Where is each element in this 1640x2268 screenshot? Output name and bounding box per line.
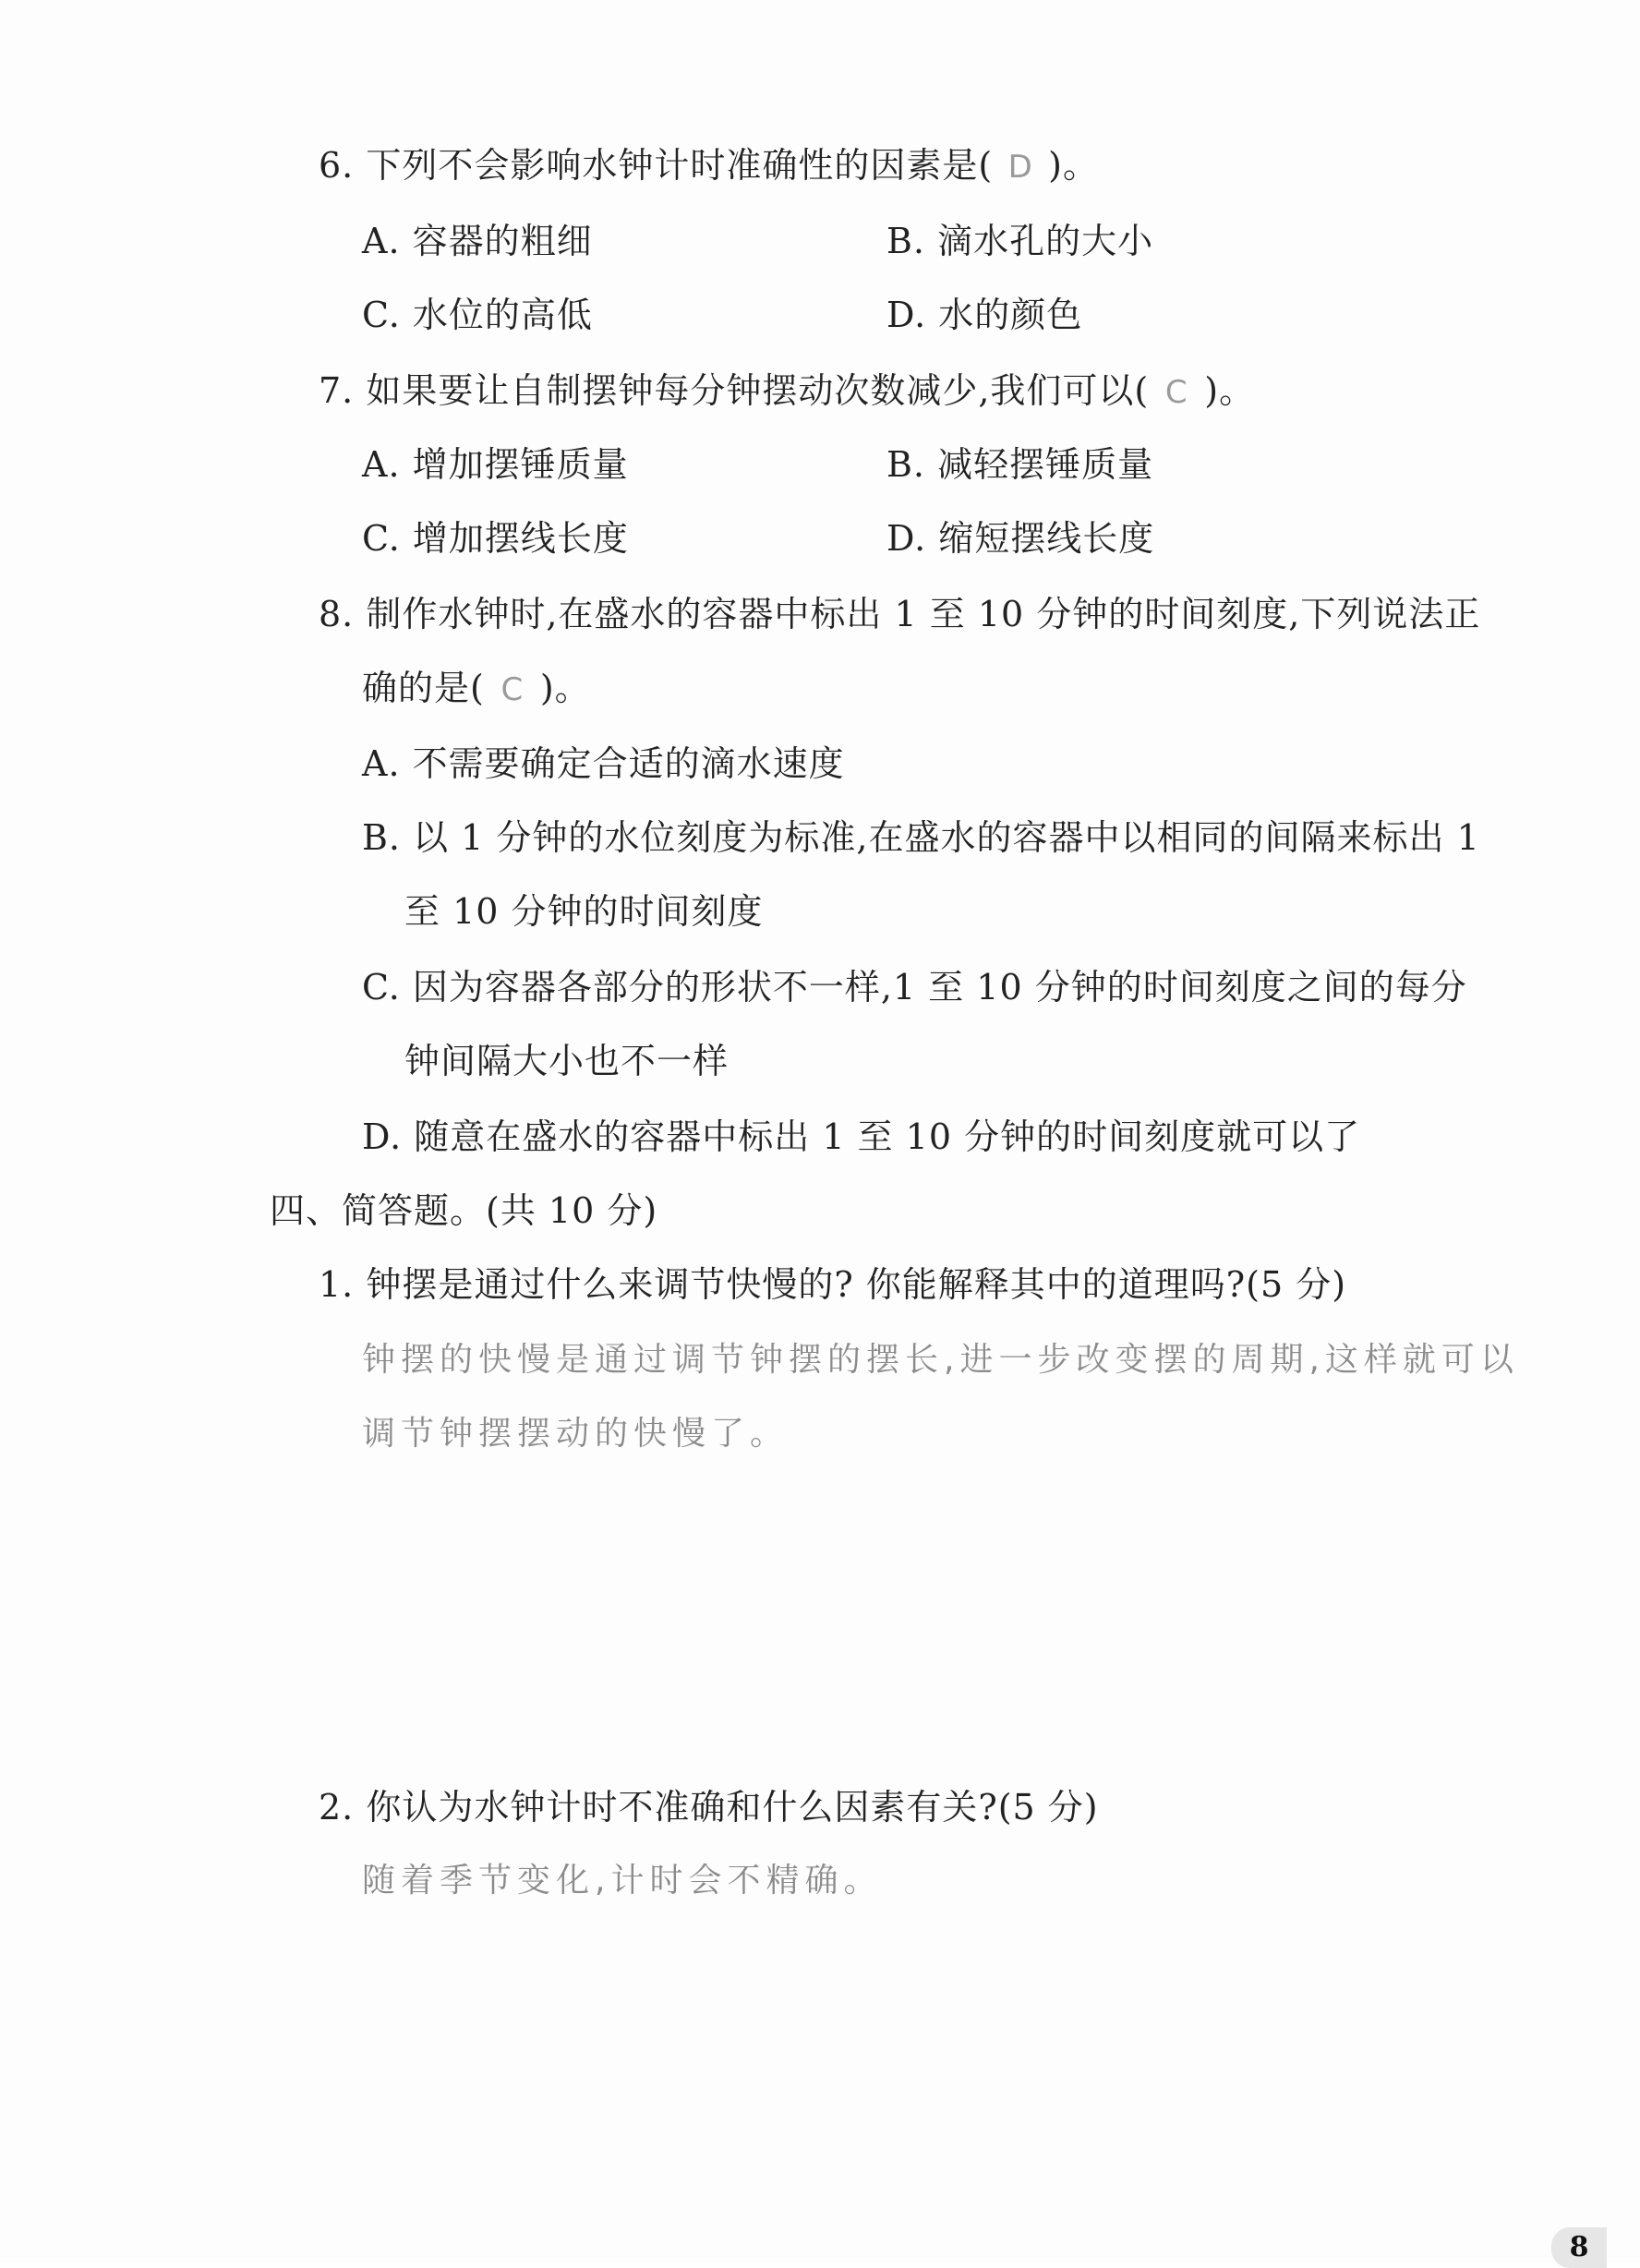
question-6-option-a: A. 容器的粗细 <box>362 221 593 261</box>
question-8-answer: C <box>500 671 525 708</box>
question-8-stem-after: )。 <box>539 668 591 708</box>
question-8-stem-line2 <box>362 663 591 715</box>
question-6-stem-before: 6. 下列不会影响水钟计时准确性的因素是( <box>319 145 994 186</box>
short-answer-1-response-line1: 钟摆的快慢是通过调节钟摆的摆长,进一步改变摆的周期,这样就可以 <box>362 1341 1519 1379</box>
question-7-stem <box>319 366 1255 417</box>
question-6-answer: D <box>1007 149 1033 186</box>
question-7-option-d: D. 缩短摆线长度 <box>886 518 1155 559</box>
short-answer-1-response-line2: 调节钟摆摆动的快慢了。 <box>362 1415 790 1453</box>
question-7-option-c: C. 增加摆线长度 <box>362 518 629 559</box>
question-8-stem-before: 确的是( <box>362 668 485 708</box>
question-6-option-c: C. 水位的高低 <box>362 295 593 335</box>
question-7-stem-after: )。 <box>1204 370 1256 411</box>
question-7-option-a: A. 增加摆锤质量 <box>362 444 629 485</box>
question-8-option-d: D. 随意在盛水的容器中标出 1 至 10 分钟的时间刻度就可以了 <box>362 1116 1361 1157</box>
question-8-option-c-line2: 钟间隔大小也不一样 <box>404 1041 730 1081</box>
question-6-stem <box>319 140 1099 192</box>
short-answer-2-stem: 2. 你认为水钟计时不准确和什么因素有关?(5 分) <box>319 1787 1099 1828</box>
short-answer-2-response-line1: 随着季节变化,计时会不精确。 <box>362 1862 883 1900</box>
question-7-stem-before: 7. 如果要让自制摆钟每分钟摆动次数减少,我们可以( <box>319 370 1150 411</box>
question-8-stem-line1: 8. 制作水钟时,在盛水的容器中标出 1 至 10 分钟的时间刻度,下列说法正 <box>319 594 1481 634</box>
section-4-title: 四、简答题。(共 10 分) <box>270 1190 658 1231</box>
short-answer-1-stem: 1. 钟摆是通过什么来调节快慢的? 你能解释其中的道理吗?(5 分) <box>319 1264 1347 1305</box>
question-6-option-b: B. 滴水孔的大小 <box>886 221 1154 261</box>
question-7-option-b: B. 减轻摆锤质量 <box>886 444 1154 485</box>
question-7-answer: C <box>1164 374 1188 411</box>
question-8-option-a: A. 不需要确定合适的滴水速度 <box>362 743 845 784</box>
question-8-option-b-line1: B. 以 1 分钟的水位刻度为标准,在盛水的容器中以相同的间隔来标出 1 <box>362 817 1480 858</box>
question-8-option-b-line2: 至 10 分钟的时间刻度 <box>404 891 764 932</box>
page-number: 8 <box>1551 2227 1607 2268</box>
question-8-option-c-line1: C. 因为容器各部分的形状不一样,1 至 10 分钟的时间刻度之间的每分 <box>362 967 1467 1007</box>
question-6-stem-after: )。 <box>1048 145 1099 186</box>
question-6-option-d: D. 水的颜色 <box>886 295 1083 335</box>
